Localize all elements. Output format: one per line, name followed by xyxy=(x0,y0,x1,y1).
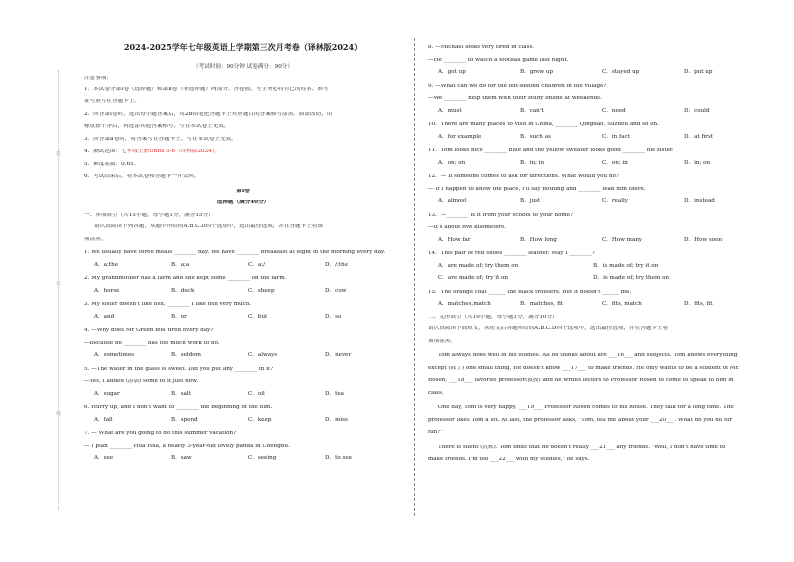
option: A．a;the xyxy=(94,261,119,268)
option: C．oil xyxy=(248,390,265,397)
option: D．How soon xyxy=(684,236,723,243)
exam-subtitle: （考试时间：90分钟 试卷满分：90分） xyxy=(193,64,293,70)
binding-line xyxy=(58,70,59,510)
note-1b: 证号填写在答题卡上。 xyxy=(84,99,140,104)
note-4-prefix: 4．测试范围： xyxy=(84,149,122,154)
option-row xyxy=(84,315,402,322)
question-stem: 2. My grandmother has a farm and she kept some ________ on the farm. xyxy=(84,276,287,281)
section2-instr-b: 该项涂黑。 xyxy=(428,338,456,344)
option: D．never xyxy=(325,352,352,358)
left-column xyxy=(84,76,402,463)
note-2b: 橡皮擦干净后，再选涂其他答案标号。写在本试卷上无效。 xyxy=(84,124,230,129)
option: A．are made of; try them on xyxy=(438,262,519,269)
question-stem: — I plan ________ Hua Hua, a nearly 3-year-old lovely panda in Chengdu. xyxy=(84,443,290,449)
question-stem: —Because he ________ has too much work to do. xyxy=(84,340,220,346)
option-row xyxy=(428,161,772,168)
question-stem: 10．There are many places to visit in China, ________ Qingdao, Suzhou and so on. xyxy=(428,122,659,127)
option: B．seldom xyxy=(171,352,201,358)
option: D．instead xyxy=(684,198,715,204)
option: D．put up xyxy=(684,69,713,75)
question-stem: 12．— If someone comes to ask for directions. What would you do? xyxy=(428,174,619,179)
option: C．really xyxy=(602,198,628,204)
option: D．so xyxy=(325,313,342,320)
questions-right xyxy=(428,45,772,309)
option: D．cow xyxy=(325,287,347,294)
passage-line: fun?" xyxy=(428,430,443,435)
passage-line: make friends. I'm too ___22___ with my studies," he says. xyxy=(428,457,590,462)
option: C．are made of; try it on xyxy=(438,275,509,281)
option: A．must xyxy=(438,107,462,114)
section1-instr-a: 请认真阅读下列各题，从题中所给的A.B.C.D四个选项中，选出最佳选项，并在答题卡上将该 xyxy=(94,224,324,229)
column-divider xyxy=(414,38,415,516)
option: C．keep xyxy=(248,416,272,423)
option: C．a;/ xyxy=(248,261,265,268)
option: A．got up xyxy=(438,69,466,75)
question-stem: 6. Hurry up, and I don't want to ________ the beginning of the film. xyxy=(84,405,273,410)
option: C．How many xyxy=(602,236,643,243)
option: C．fits, match xyxy=(602,301,642,307)
option: C．but xyxy=(248,313,268,320)
option: C．sheep xyxy=(248,287,275,294)
passage-line: except (除了) one small thing. He doesn't know ___17___ to make friends. He only wants to be a student of Mr. xyxy=(428,365,740,371)
option: B．matches, fit xyxy=(520,301,564,307)
option: C．seeing xyxy=(248,455,277,461)
option: B．or xyxy=(171,313,187,320)
option: B．How long xyxy=(520,236,557,243)
question-stem: 7. — What are you going to do this summer vacation? xyxy=(84,431,237,436)
option: A．matches,match xyxy=(438,301,491,307)
option: B．spend xyxy=(171,416,198,423)
section1-part: 一、单项填空（共15小题，每小题1分，满分15分） xyxy=(84,212,214,218)
option-row xyxy=(84,353,402,360)
option: C．need xyxy=(602,107,626,114)
section1-heading: 选择题（满分40分） xyxy=(216,200,270,205)
passage-line: Tom always does well in his studies. All he thinks about are ___16___ and subjects. Tom knows everything xyxy=(438,353,738,358)
option: B．such as xyxy=(520,133,551,140)
question-stem: 1. We usually have three meals ________ day. We have ________ breakfast at eight in the morning every day. xyxy=(84,250,386,255)
question-stem: —We ________ help them with their study online at weekends. xyxy=(428,96,602,101)
passage-line: One day, Tom is very happy, ___19___ Professor Rosen comes to his house. They talk for a long time. The xyxy=(438,405,734,410)
binding-mark-2: 订 xyxy=(56,281,62,287)
option-row xyxy=(84,289,402,296)
passage-line: class. xyxy=(428,390,444,396)
notes-label: 注意事项： xyxy=(84,76,112,81)
right-column xyxy=(428,38,772,464)
option: D．miss xyxy=(325,416,348,423)
question-stem: 14．This pair of red shoes ________ leather. May I ________? xyxy=(428,251,595,256)
option: C．always xyxy=(248,352,278,358)
note-3: 3．回答第Ⅱ卷时，将答案写在答题卡上。写在本试卷上无效。 xyxy=(84,136,237,142)
option: C．in fact xyxy=(602,133,630,140)
option: A．on; on xyxy=(438,159,466,166)
option: B．is made of; try it on xyxy=(593,262,659,269)
question-stem: 15．The orange coat ______ the black trousers. But it doesn't ______ me. xyxy=(428,289,632,295)
question-stem: 4. —Why does Mr Green feel tired every day? xyxy=(84,328,214,333)
question-stem: —It's about five kilometers. xyxy=(428,225,506,230)
option: B．duck xyxy=(171,287,195,294)
option: B．can't xyxy=(520,107,544,114)
questions-left xyxy=(84,250,402,463)
option-row xyxy=(428,264,772,271)
volume-heading: 第Ⅰ卷 xyxy=(236,188,250,194)
binding-mark-1: 装 xyxy=(56,151,62,157)
option: B．saw xyxy=(171,455,192,461)
option: C．stayed up xyxy=(602,69,640,75)
option: D．to see xyxy=(325,455,352,461)
binding-mark-3: 线 xyxy=(56,411,62,417)
option: B．grew up xyxy=(520,69,554,75)
option-row xyxy=(428,135,772,142)
option: A．sometimes xyxy=(94,352,135,358)
option: B．in; in xyxy=(520,159,545,166)
question-stem: 11．Tom looks nice ________ blue and the yellow sweater looks good ________ his sister. xyxy=(428,148,674,153)
note-2a: 2．回答第Ⅰ卷时，选出每小题答案后，用2B铅笔把答题卡上对应题目的答案标号涂黑。如需改动，用 xyxy=(84,111,333,117)
option: D．at first xyxy=(684,133,713,140)
question-stem: — If I happen to know the place, I'll say nothing and ________ lead him there. xyxy=(428,186,646,192)
option: D．tea xyxy=(325,390,344,397)
question-stem: —He ________ to watch a football game last night. xyxy=(428,57,569,63)
option: A．for example xyxy=(438,133,482,140)
cloze-passage xyxy=(428,353,772,464)
passage-line: professor likes Tom a lot. At last, the professor asks, "Tom, tell me about your ___20___. What do you do for xyxy=(428,417,733,423)
note-1a: 1．本试卷分第Ⅰ卷（选择题）和第Ⅱ卷（非选择题）两部分。答卷前，考生务必将自己的姓名、准考 xyxy=(84,86,329,92)
section1-instr-b: 项涂黑。 xyxy=(84,236,107,242)
section2-instr-a: 请认真阅读下面短文，从短文后各题所给的A.B.C.D四个选项中，选出最佳选项，并在答题卡上将 xyxy=(428,326,669,331)
option: D．is made of; try them on xyxy=(593,275,669,281)
option: C．on; in xyxy=(602,159,628,166)
option: D．could xyxy=(684,107,710,114)
option: A．horse xyxy=(94,287,120,294)
option-row xyxy=(428,276,772,283)
option: A．How far xyxy=(438,236,471,243)
option-row xyxy=(428,302,772,309)
question-stem: 9. —What can we do for the left-behind children in the village? xyxy=(428,83,607,89)
option: D．/;the xyxy=(325,261,349,268)
option-row xyxy=(428,199,772,206)
option-row xyxy=(428,109,772,116)
option: D．fits, fit xyxy=(684,301,713,307)
note-4-scope: 七年级上册Units 5-6（译林版2024）。 xyxy=(121,149,221,154)
question-stem: 5. —The water in the glass is sweet. Did you put any ________ in it? xyxy=(84,366,274,372)
question-stem: 13．—________ is it from your school to your home? xyxy=(428,212,573,218)
option: A．sugar xyxy=(94,390,120,397)
option-row xyxy=(84,418,402,425)
option-row xyxy=(84,263,402,270)
section2-part: 二、完形填空（共10小题，每小题1分，满分10分） xyxy=(428,314,558,320)
question-stem: —Yes, I added (添加) some to it just now. xyxy=(84,379,198,384)
note-5: 5．难度系数：0.65。 xyxy=(84,161,140,167)
option: B．salt xyxy=(171,390,191,397)
note-4 xyxy=(84,149,402,156)
option: A．almost xyxy=(438,198,467,204)
option: A．see xyxy=(94,455,114,461)
passage-line: Rosen, ___18___ favorite professor(教授) and he writes letters to Professor Rosen to come to speak to him in xyxy=(428,378,734,383)
option-row xyxy=(428,70,772,77)
option: A．fall xyxy=(94,416,113,423)
note-6: 6．考试结束后，将本试卷和答题卡一并交回。 xyxy=(84,174,200,179)
option-row xyxy=(84,392,402,399)
option-row xyxy=(428,238,772,245)
option: B．a;a xyxy=(171,261,190,268)
passage-line: There is silent (沉默). Tom finds that he doesn't really ___21___ any friends. "Well, I don't have time to xyxy=(438,444,726,450)
option: D．in; on xyxy=(684,159,711,166)
option: A．and xyxy=(94,313,115,320)
option-row xyxy=(84,456,402,463)
option: B．just xyxy=(520,198,541,204)
exam-title: 2024-2025学年七年级英语上学期第三次月考卷（译林版2024） xyxy=(123,42,363,52)
question-stem: 3. My sister doesn't like fish, ________ I like fish very much. xyxy=(84,302,252,307)
question-stem: 8. —Michael looks very tired in class. xyxy=(428,45,535,50)
